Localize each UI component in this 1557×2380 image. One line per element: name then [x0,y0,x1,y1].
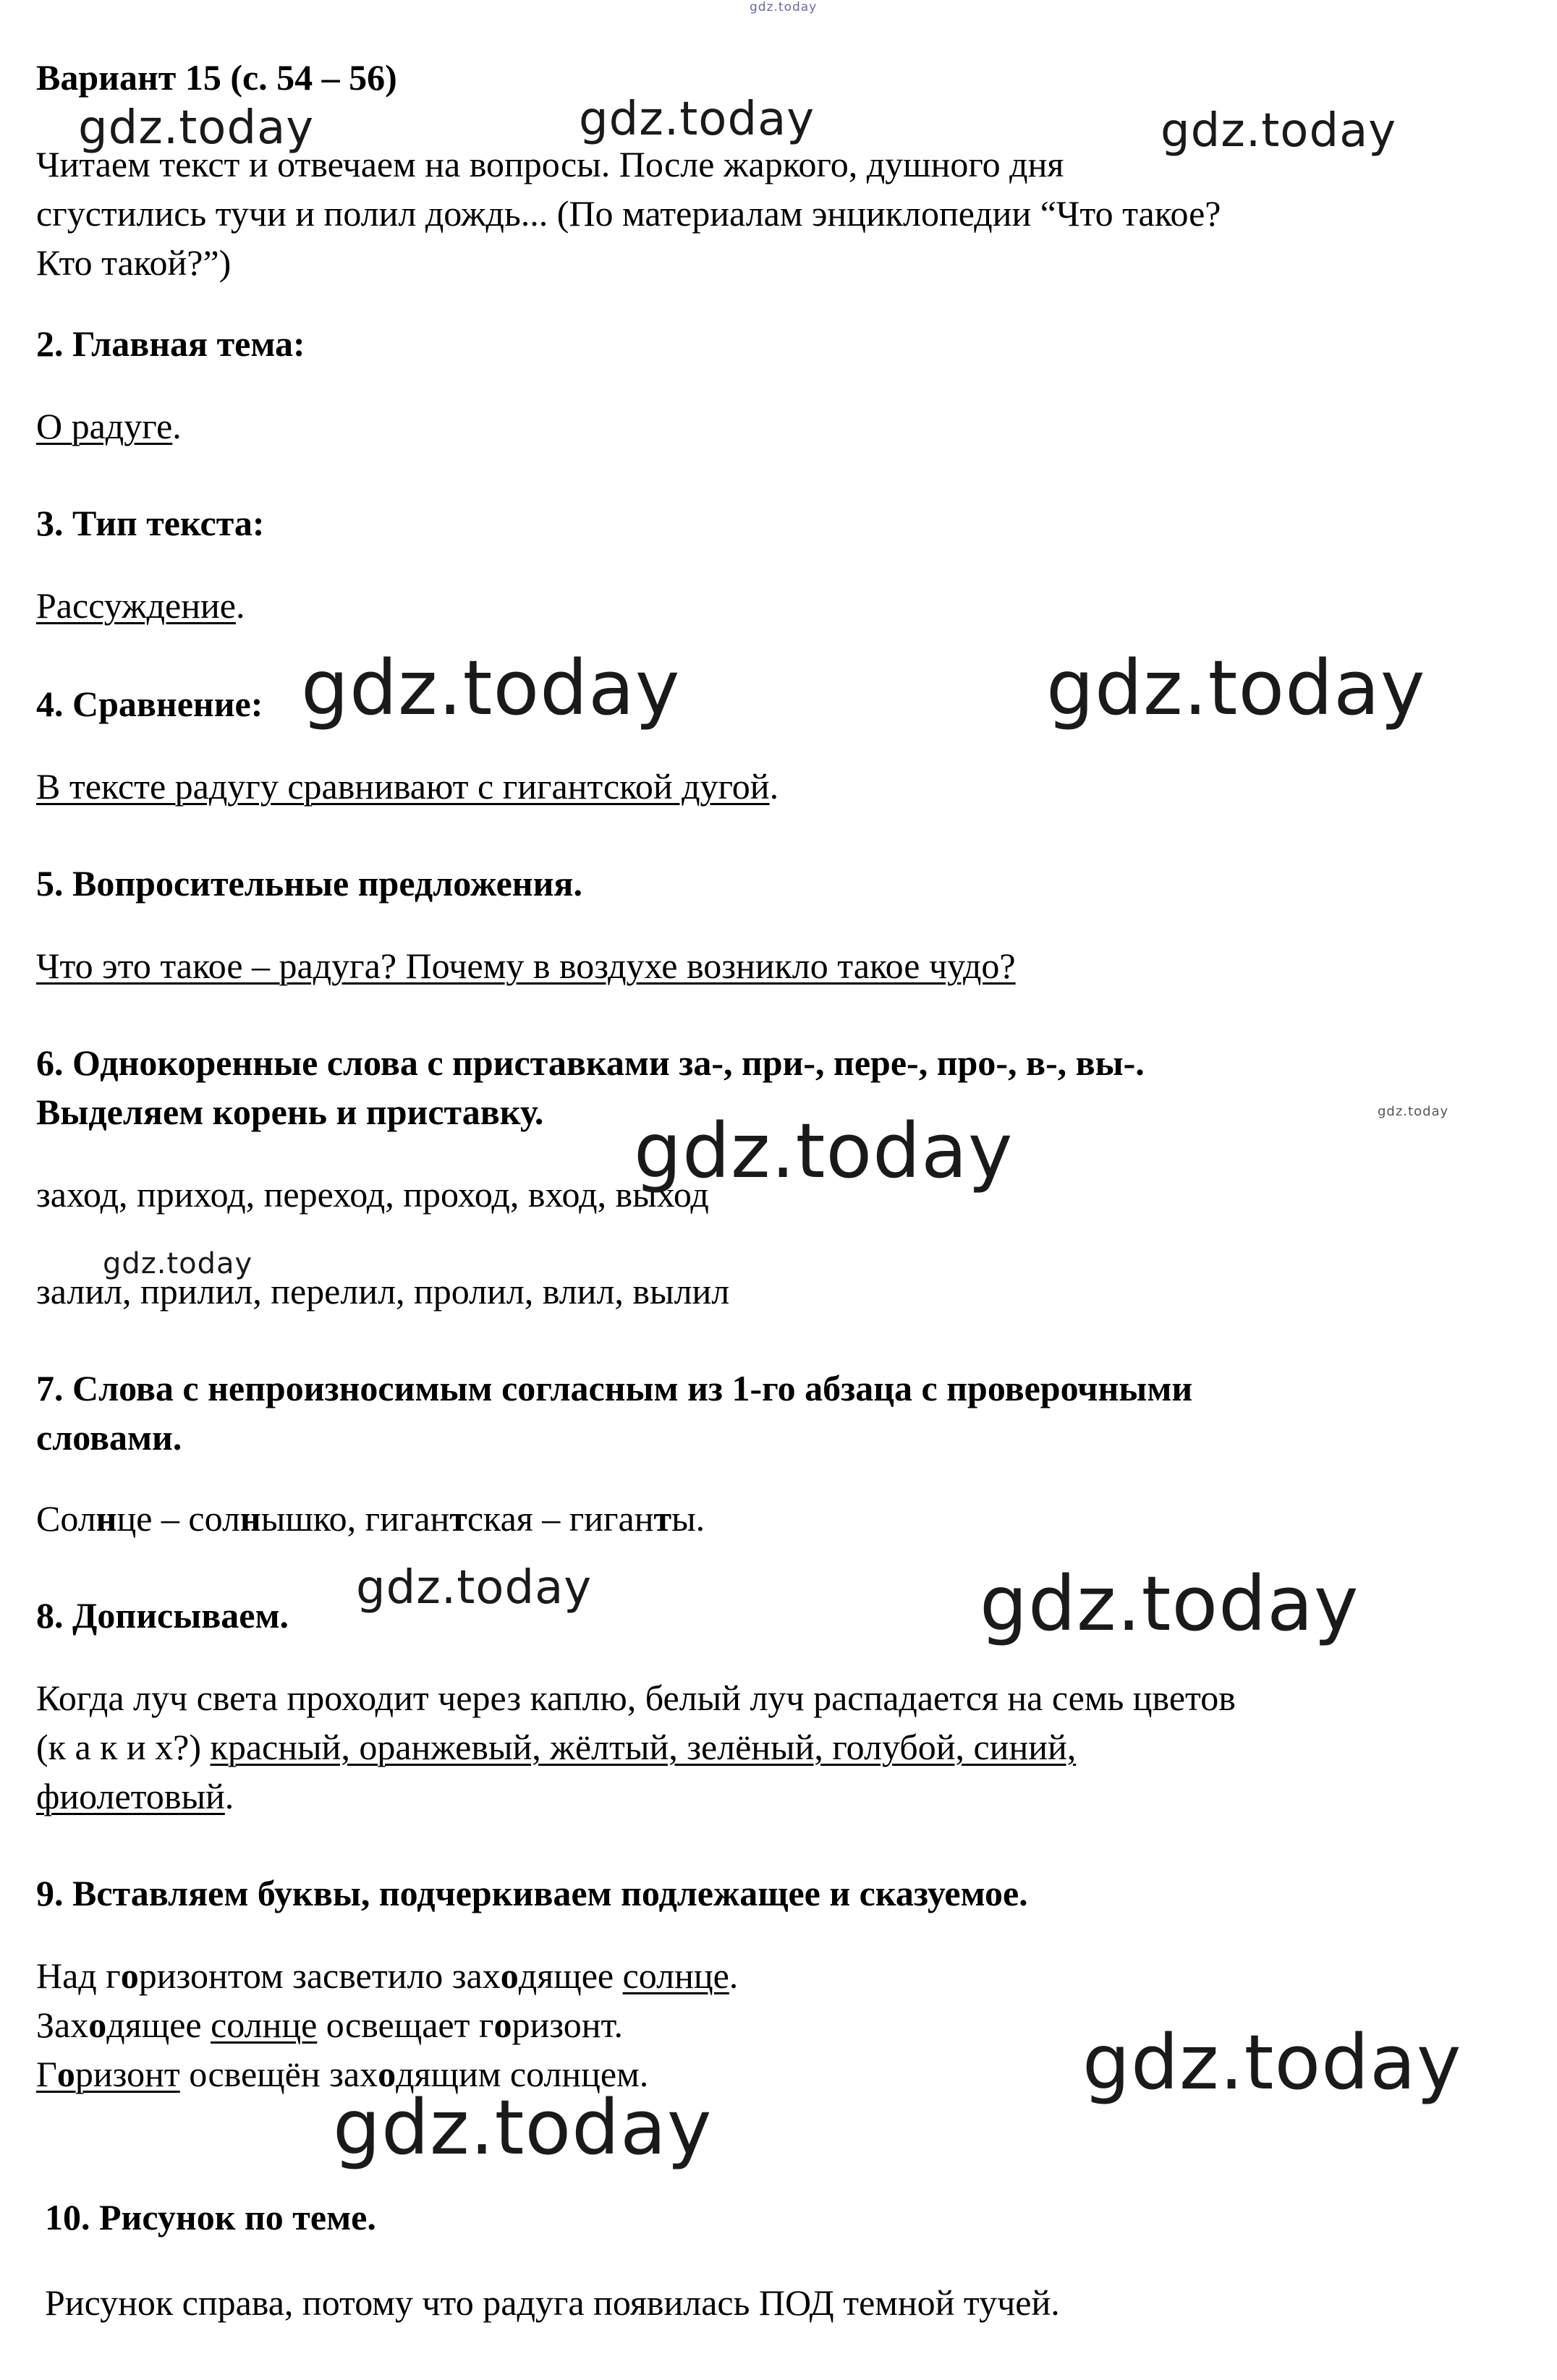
watermark: gdz.today [1378,1104,1449,1119]
q9-subject: солнце [622,1955,729,1996]
q5-answer-text: Что это такое – радуга? Почему в воздухе возникло такое чудо? [36,945,1016,986]
q4-answer [36,762,778,810]
watermark: gdz.today [579,93,815,146]
q3-answer [36,582,245,629]
q9-text: Г [36,2054,57,2094]
q4-answer-end: . [769,766,779,807]
q3-answer-text: Рассуждение [36,585,236,626]
q5-answer [36,942,1016,990]
q4-heading: 4. Сравнение: [36,684,263,724]
q9-heading: 9. Вставляем буквы, подчеркиваем подлежащее и сказуемое. [36,1873,1028,1913]
q8-prefix: (к а к и х?) [36,1727,211,1767]
q9-text: Зах [36,2005,89,2045]
watermark: gdz.today [301,644,681,732]
q6-heading-line-2: Выделяем корень и приставку. [36,1092,544,1132]
intro-line-3: Кто такой?”) [36,242,232,283]
q5-heading: 5. Вопросительные предложения. [36,863,582,904]
q9-text: дящее [106,2005,211,2045]
q7-answer [36,1495,705,1542]
q6-answer-1: заход, приход, переход, проход, вход, выход [36,1174,709,1215]
intro-line-2: сгустились тучи и полил дождь... (По материалам энциклопедии “Что такое? [36,193,1221,234]
q8-line-1: Когда луч света проходит через каплю, белый луч распадается на семь цветов [36,1678,1236,1718]
q9-text: дящее [518,1955,623,1996]
q9-letter: о [88,2005,107,2045]
q9-text: освещает г [317,2005,494,2045]
q7-text: ская – гиган [467,1498,654,1539]
q9-text: освещён зах [179,2054,378,2094]
q7-heading-line-1: 7. Слова с непроизносимым согласным из 1-го абзаца с проверочными [36,1368,1193,1408]
q7-text: ы. [671,1498,705,1539]
q9-text: ризонт [75,2054,180,2094]
q2-heading: 2. Главная тема: [36,323,305,364]
q10-heading: 10. Рисунок по теме. [45,2197,376,2237]
q7-letter: н [96,1498,117,1539]
q9-letter: о [493,2005,512,2045]
intro-line-1: Читаем текст и отвечаем на вопросы. После жаркого, душного дня [36,144,1064,184]
q2-answer [36,402,182,450]
q7-letter: т [449,1498,467,1539]
q8-line-3 [36,1772,234,1820]
q7-letter: т [653,1498,672,1539]
q9-text: . [729,1955,739,1996]
q9-text: Над г [36,1955,121,1996]
q3-answer-end: . [235,585,245,626]
watermark: gdz.today [980,1560,1359,1648]
q7-text: це – сол [116,1498,240,1539]
q7-text: ышко, гиган [260,1498,450,1539]
q9-subject: солнце [211,2005,318,2045]
q9-text: дящим солнцем. [396,2054,649,2094]
watermark: gdz.today [634,1107,1014,1195]
watermark: gdz.today [333,2083,713,2172]
q8-colors-last: фиолетовый [36,1776,225,1816]
page-title: Вариант 15 (с. 54 – 56) [36,57,397,98]
watermark: gdz.today [103,1247,253,1280]
q8-heading: 8. Дописываем. [36,1595,289,1636]
watermark-top: gdz.today [750,0,818,14]
q7-heading-line-2: словами. [36,1417,182,1458]
q8-colors: красный, оранжевый, жёлтый, зелёный, голубой, синий, [210,1727,1077,1767]
q6-heading-line-1: 6. Однокоренные слова с приставками за-, при-, пере-, про-, в-, вы-. [36,1042,1145,1083]
q9-sentence-2 [36,2001,623,2049]
watermark: gdz.today [1046,644,1426,732]
watermark: gdz.today [1082,2018,1462,2107]
watermark: gdz.today [356,1561,593,1615]
q8-line-2 [36,1723,1076,1771]
q7-letter: н [239,1498,261,1539]
q2-answer-end: . [172,406,182,446]
q9-letter: о [56,2054,75,2094]
watermark: gdz.today [78,101,315,155]
q2-answer-text: О радуге [36,406,173,446]
q6-answer-2: залил, прилил, перелил, пролил, влил, вылил [36,1271,730,1312]
q9-sentence-1 [36,1952,738,1999]
q9-subject [36,2054,180,2094]
q9-letter: о [120,1955,139,1996]
q4-answer-text: В тексте радугу сравнивают с гигантской дугой [36,766,770,807]
q3-heading: 3. Тип текста: [36,503,265,543]
q10-answer: Рисунок справа, потому что радуга появилась ПОД темной тучей. [45,2282,1060,2323]
watermark: gdz.today [1161,104,1397,158]
q8-end: . [224,1776,234,1816]
q9-text: ризонтом засветило зах [138,1955,501,1996]
q9-letter: о [378,2054,396,2094]
q9-text: ризонт. [512,2005,624,2045]
q9-letter: о [500,1955,519,1996]
q7-text: Сол [36,1498,96,1539]
